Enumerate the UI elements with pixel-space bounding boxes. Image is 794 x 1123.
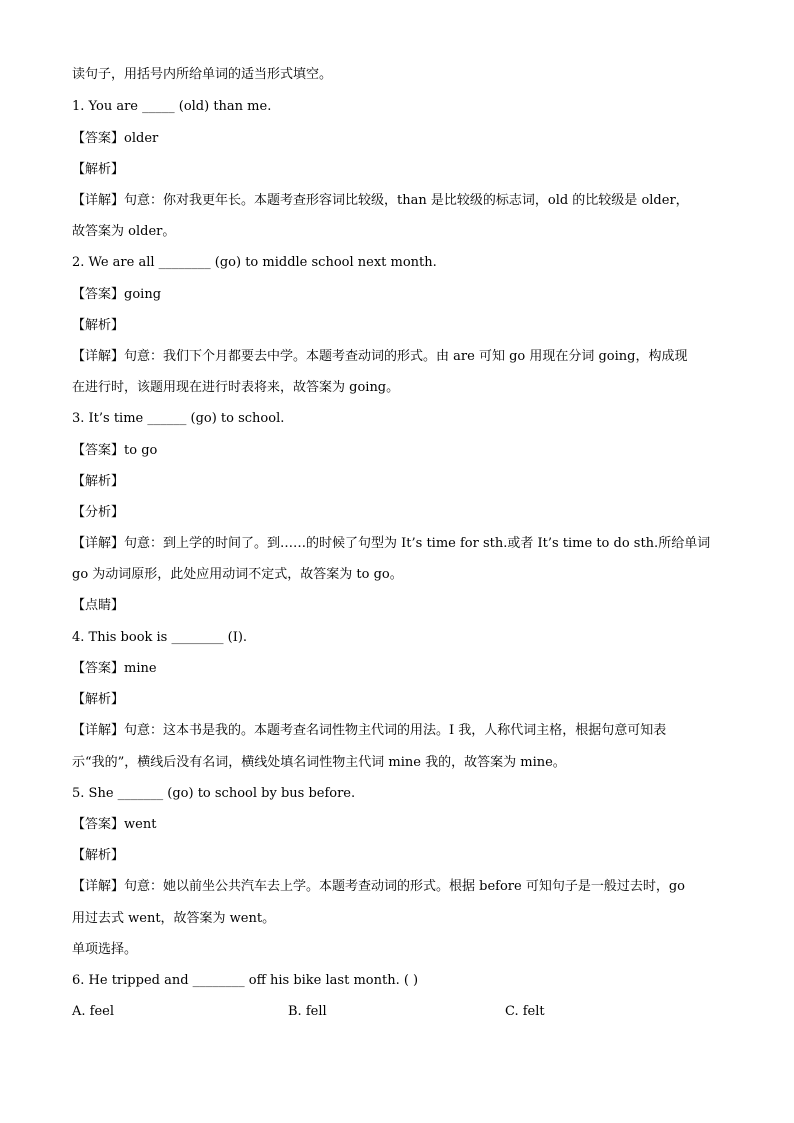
answer-2 — [72, 286, 161, 304]
option-b: B. fell — [288, 1004, 327, 1019]
analysis-label-1: 【解析】 — [72, 162, 125, 177]
detail-5-line-2: 用过去式 went，故答案为 went。 — [72, 911, 276, 926]
answer-label: 【答案】 — [72, 443, 125, 458]
answer-label: 【答案】 — [72, 287, 125, 302]
detail-label: 【详解】 — [72, 723, 125, 738]
question-4: 4. This book is ________ (I). — [72, 630, 248, 645]
detail-label: 【详解】 — [72, 536, 125, 551]
answer-text: to go — [124, 443, 158, 458]
answer-text: going — [124, 287, 162, 302]
detail-label: 【详解】 — [72, 879, 125, 894]
detail-3-line-2: go 为动词原形，此处应用动词不定式，故答案为 to go。 — [72, 567, 403, 582]
detail-1-line-2: 故答案为 older。 — [72, 224, 176, 239]
detail-label: 【详解】 — [72, 349, 125, 364]
analysis-label-3: 【解析】 — [72, 474, 125, 489]
analysis-label-5: 【解析】 — [72, 848, 125, 863]
analysis-label-4: 【解析】 — [72, 692, 125, 707]
fenxi-label-3: 【分析】 — [72, 505, 125, 520]
answer-text: mine — [124, 661, 157, 676]
option-c: C. felt — [505, 1004, 545, 1019]
detail-3-line-1 — [72, 535, 710, 553]
detail-4-line-2: 示“我的”，横线后没有名词，横线处填名词性物主代词 mine 我的，故答案为 mine。 — [72, 755, 566, 770]
question-3: 3. It’s time ______ (go) to school. — [72, 411, 285, 426]
detail-text: 句意：她以前坐公共汽车去上学。本题考查动词的形式。根据 before 可知句子是一般过去时，go — [124, 879, 685, 894]
detail-2-line-2: 在进行时，该题用现在进行时表将来，故答案为 going。 — [72, 380, 400, 395]
detail-1-line-1 — [72, 192, 689, 210]
detail-label: 【详解】 — [72, 193, 125, 208]
detail-text: 句意：你对我更年长。本题考查形容词比较级，than 是比较级的标志词，old 的比较级是 older， — [124, 193, 689, 208]
option-a: A. feel — [72, 1004, 115, 1019]
detail-5-line-1 — [72, 878, 685, 896]
section-instruction-multiple-choice: 单项选择。 — [72, 942, 138, 957]
question-5: 5. She _______ (go) to school by bus before. — [72, 786, 356, 801]
answer-text: older — [124, 131, 159, 146]
answer-text: went — [124, 817, 157, 832]
answer-label: 【答案】 — [72, 131, 125, 146]
detail-4-line-1 — [72, 722, 666, 740]
answer-1 — [72, 130, 158, 148]
detail-2-line-1 — [72, 348, 688, 366]
detail-text: 句意：我们下个月都要去中学。本题考查动词的形式。由 are 可知 go 用现在分词 going，构成现 — [124, 349, 688, 364]
answer-label: 【答案】 — [72, 661, 125, 676]
analysis-label-2: 【解析】 — [72, 318, 125, 333]
answer-label: 【答案】 — [72, 817, 125, 832]
answer-4 — [72, 660, 157, 678]
question-1: 1. You are _____ (old) than me. — [72, 99, 272, 114]
answer-3 — [72, 442, 157, 460]
section-instruction-fill-in: 读句子，用括号内所给单词的适当形式填空。 — [72, 67, 333, 82]
dianjing-label-3: 【点睛】 — [72, 598, 125, 613]
question-6: 6. He tripped and ________ off his bike last month. ( ) — [72, 973, 419, 988]
answer-5 — [72, 816, 156, 834]
question-2: 2. We are all ________ (go) to middle school next month. — [72, 255, 437, 270]
detail-text: 句意：这本书是我的。本题考查名词性物主代词的用法。I 我，人称代词主格，根据句意可知表 — [124, 723, 667, 738]
detail-text: 句意：到上学的时间了。到……的时候了句型为 It’s time for sth.或者 It’s time to do sth.所给单词 — [124, 536, 711, 551]
